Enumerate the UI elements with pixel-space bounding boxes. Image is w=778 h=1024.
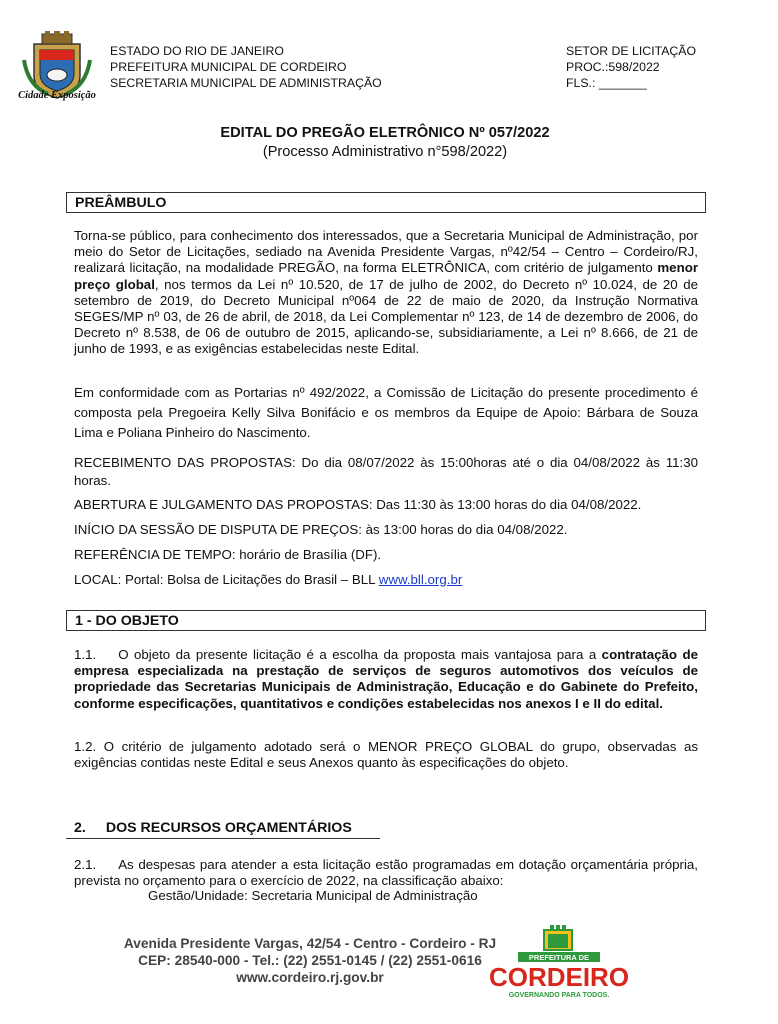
header-prefeitura: PREFEITURA MUNICIPAL DE CORDEIRO	[110, 60, 347, 74]
footer-website: www.cordeiro.rj.gov.br	[236, 970, 384, 985]
recursos-heading-text: DOS RECURSOS ORÇAMENTÁRIOS	[105, 820, 352, 836]
item-2-1-number: 2.1.	[74, 857, 97, 872]
header-state: ESTADO DO RIO DE JANEIRO	[110, 44, 284, 58]
item-1-1-bold: contratação de empresa especializada na prestação de serviços de seguros automotivos dos veículos de propriedade das Secretarias Municipais de Administração, Educação e do Gabinete do Prefeito, conforme especificações, quantitativos e condições estabelecidas nos anexos I e II do edital.	[74, 647, 699, 711]
abertura-julgamento: ABERTURA E JULGAMENTO DAS PROPOSTAS: Das 11:30 às 13:00 horas do dia 04/08/2022.	[74, 497, 642, 512]
local-label: LOCAL: Portal: Bolsa de Licitações do Brasil – BLL	[74, 572, 379, 587]
header-secretaria: SECRETARIA MUNICIPAL DE ADMINISTRAÇÃO	[110, 76, 382, 90]
header-proc: PROC.:598/2022	[566, 60, 660, 74]
recursos-item-2-1	[74, 857, 698, 889]
logo-wordmark: CORDEIRO	[488, 962, 630, 992]
header-setor: SETOR DE LICITAÇÃO	[566, 44, 697, 58]
item-1-1-text: O objeto da presente licitação é a escolha da proposta mais vantajosa para a	[118, 647, 602, 662]
recursos-heading-number: 2.	[74, 820, 86, 836]
gestao-unidade: Gestão/Unidade: Secretaria Municipal de Administração	[148, 888, 478, 903]
document-subtitle: (Processo Administrativo n°598/2022)	[262, 144, 508, 160]
footer-address-line: Avenida Presidente Vargas, 42/54 - Centro - Cordeiro - RJ	[123, 936, 497, 951]
objeto-item-1-2: 1.2. O critério de julgamento adotado será o MENOR PREÇO GLOBAL do grupo, observadas as exigências contidas neste Edital e seus Anexos quanto às especificações do objeto.	[74, 739, 698, 771]
section-heading-objeto: 1 - DO OBJETO	[66, 610, 706, 631]
item-2-1-text: As despesas para atender a esta licitação estão programadas em dotação orçamentária própria, prevista no orçamento para o exercício de 2022, na classificação abaixo:	[74, 857, 698, 889]
item-1-1-number: 1.1.	[74, 647, 97, 662]
logo-tagline: GOVERNANDO PARA TODOS.	[508, 992, 610, 999]
footer-address	[110, 935, 510, 986]
header-fls: FLS.: _______	[566, 76, 647, 90]
recebimento-propostas: RECEBIMENTO DAS PROPOSTAS: Do dia 08/07/2022 às 15:00horas até o dia 04/08/2022 às 11:30 horas.	[74, 455, 698, 488]
local-portal	[74, 571, 704, 589]
crest-caption: Cidade Exposição	[18, 90, 96, 101]
document-title-block	[0, 124, 770, 162]
logo-banner-text: PREFEITURA DE	[528, 953, 590, 962]
referencia-tempo: REFERÊNCIA DE TEMPO: horário de Brasília (DF).	[74, 547, 382, 562]
inicio-sessao: INÍCIO DA SESSÃO DE DISPUTA DE PREÇOS: às 13:00 horas do dia 04/08/2022.	[74, 522, 568, 537]
preambulo-paragraph-2: Em conformidade com as Portarias nº 492/2022, a Comissão de Licitação do presente procedimento é composta pela Pregoeira Kelly Silva Bonifácio e os membros da Equipe de Apoio: Bárbara de Souza Lima e Poliana Pinheiro do Nascimento.	[74, 385, 698, 440]
bll-link[interactable]: www.bll.org.br	[378, 572, 463, 587]
preambulo-paragraph-1	[74, 228, 698, 358]
objeto-item-1-1	[74, 647, 698, 712]
preambulo-p1-text-end: , nos termos da Lei nº 10.520, de 17 de julho de 2002, do Decreto nº 10.024, de 20 de setembro de 2019, do Decreto Municipal nº064 de 22 de maio de 2020, da Instrução Normativa SEGES/MP nº 03, de 26 de abril, de 2018, da Lei Complementar nº 123, de 14 de dezembro de 2006, do Decreto nº 8.538, de 06 de outubro de 2015, aplicando-se, subsidiariamente, a Lei nº 8.666, de 21 de junho de 1993, e as exigências estabelecidas neste Edital.	[74, 276, 698, 357]
document-title: EDITAL DO PREGÃO ELETRÔNICO Nº 057/2022	[220, 125, 550, 141]
footer-cep-phone: CEP: 28540-000 - Tel.: (22) 2551-0145 / (22) 2551-0616	[138, 953, 482, 968]
prefeitura-cordeiro-logo	[488, 924, 658, 1019]
preambulo-p1-text: Torna-se público, para conhecimento dos interessados, que a Secretaria Municipal de Administração, por meio do Setor de Licitações, sediado na Avenida Presidente Vargas, nº42/54 – Centro – Cordeiro/RJ, realizará licitação, na modalidade PREGÃO, na forma ELETRÔNICA, com critério de julgamento	[74, 228, 698, 276]
preambulo-p1-bold: menor preço global	[74, 260, 698, 292]
header-left	[110, 43, 382, 91]
header-right	[566, 43, 696, 91]
section-heading-preambulo: PREÂMBULO	[66, 192, 706, 213]
section-heading-recursos	[66, 818, 380, 839]
